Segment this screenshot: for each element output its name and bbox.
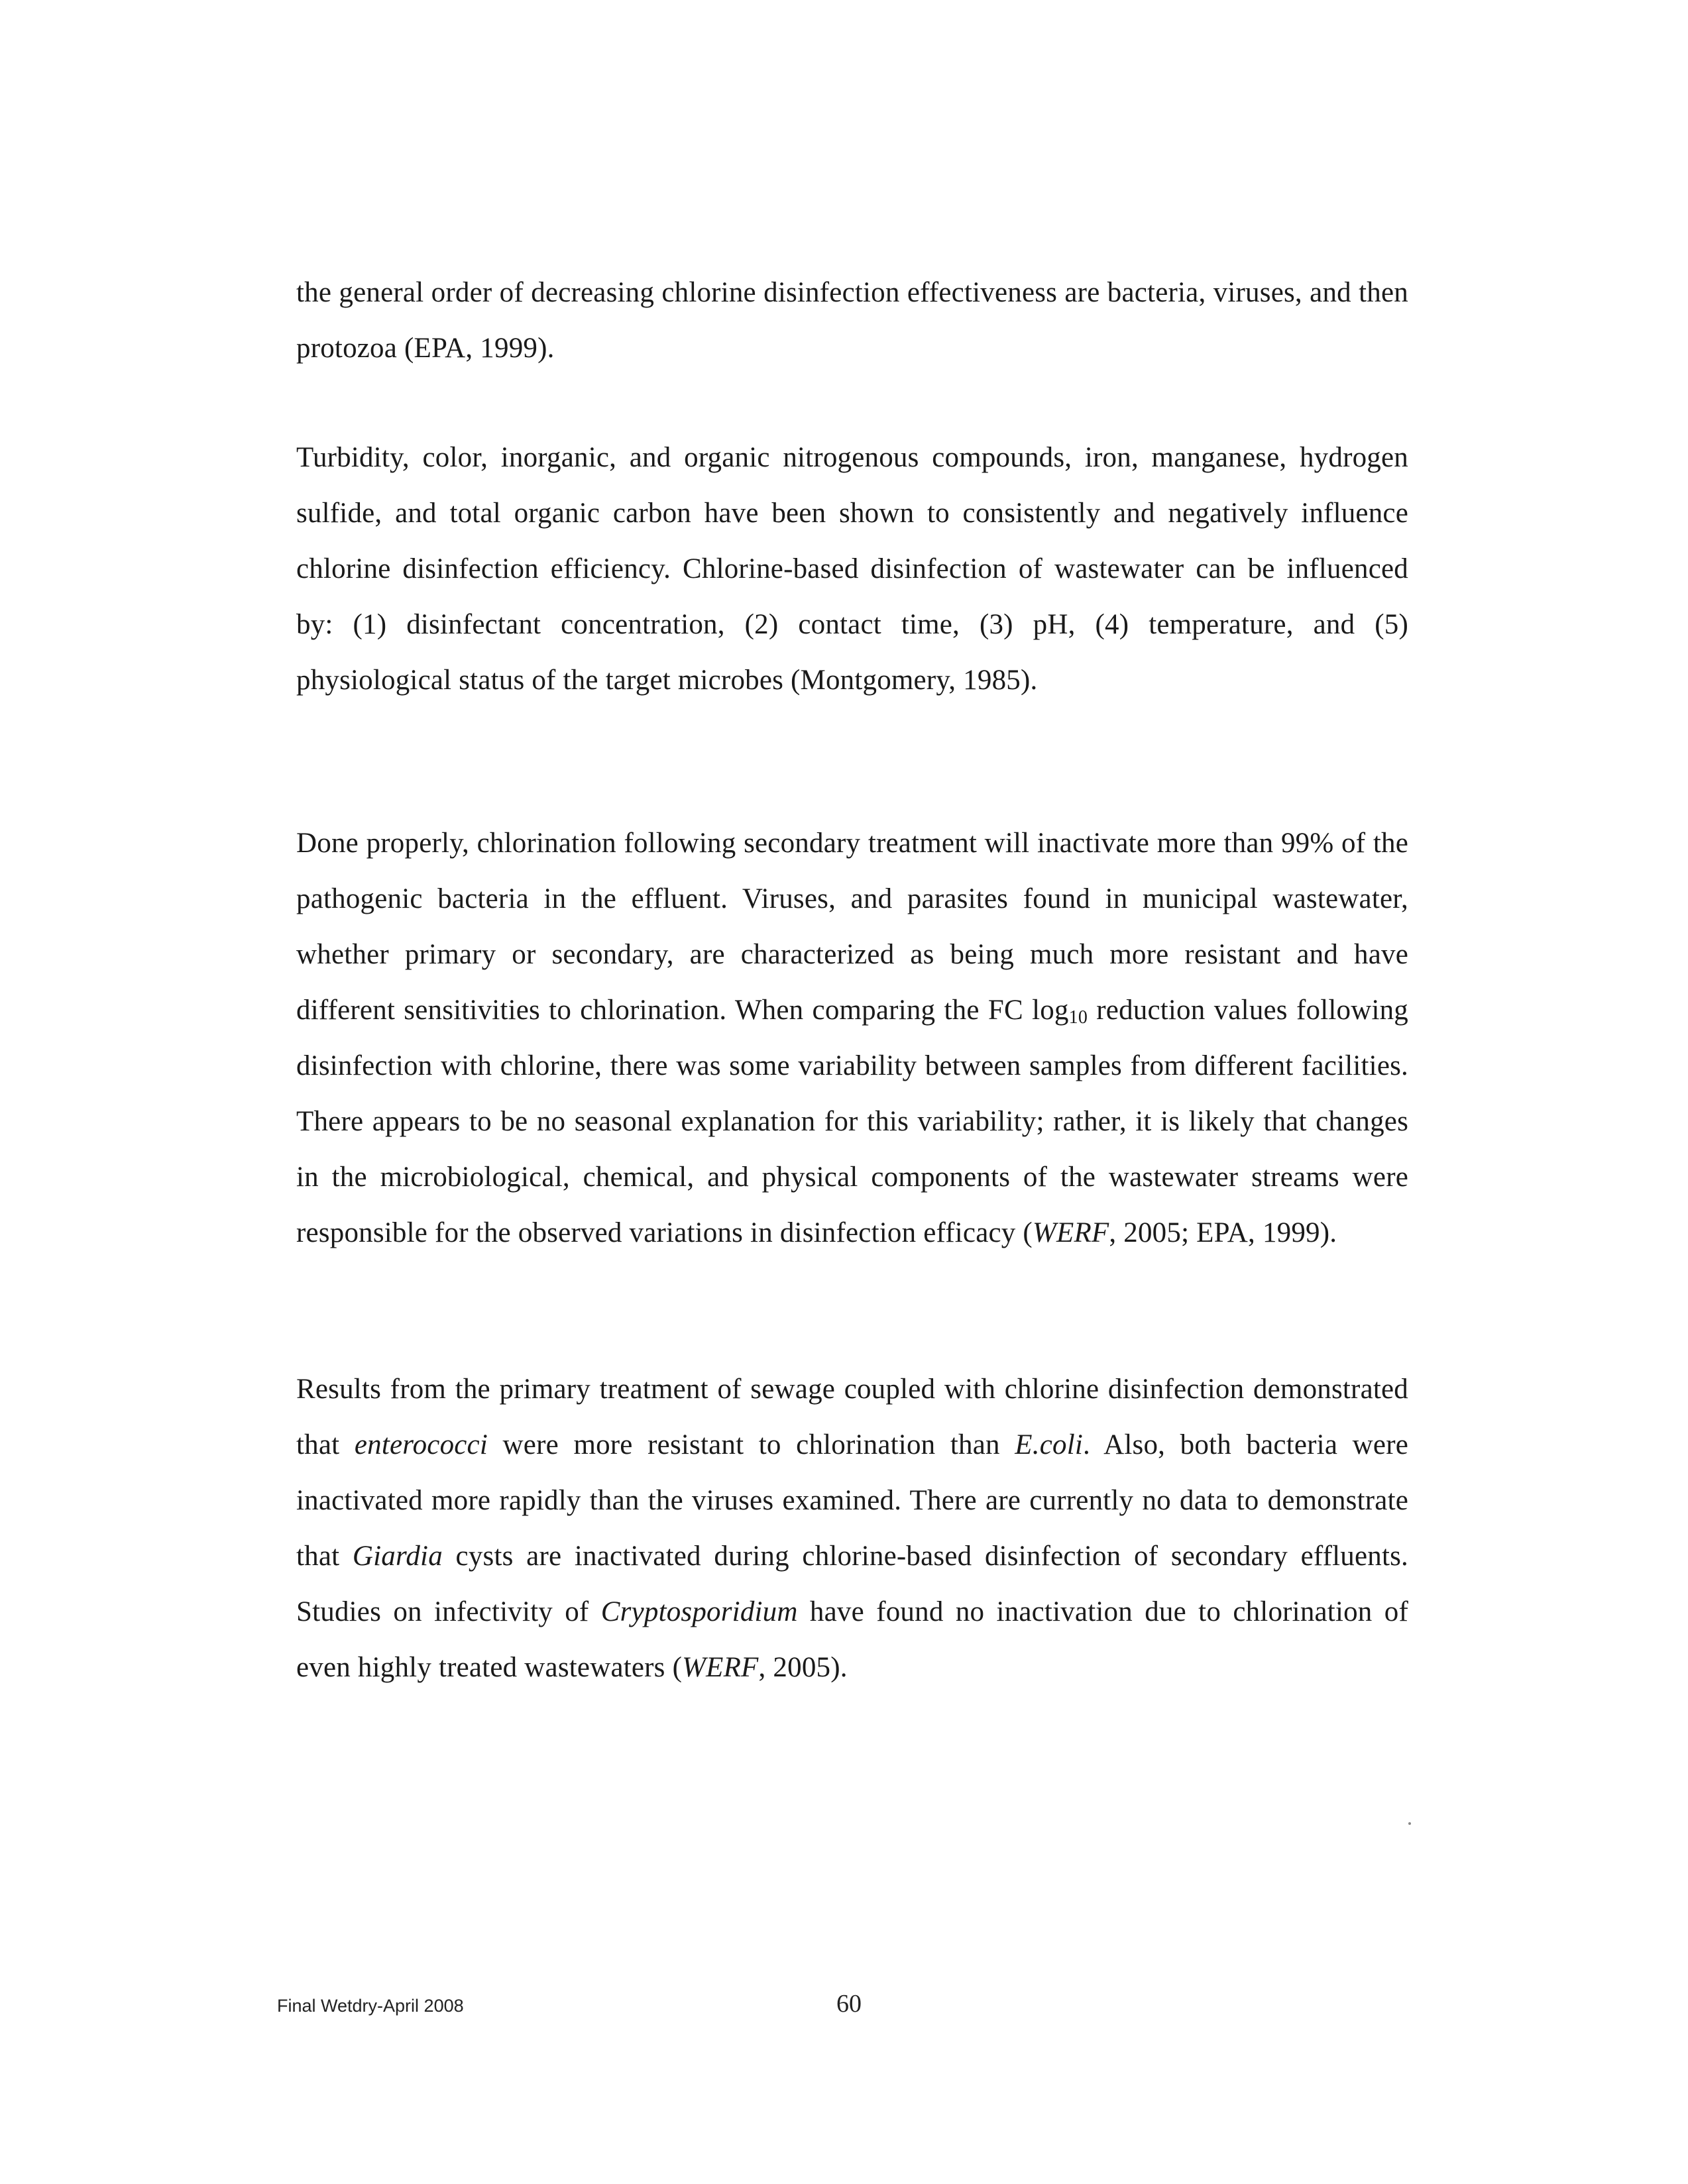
paragraph-text: [296, 265, 1408, 376]
text-run: Done properly, chlorination following secondary treatment will inactivate more than 99% of the pathogenic bacteria in the effluent. Viruses, and parasites found in municipal wastewater, whether primary or secondary, are characterized as being much more resistant and have different sensitivities to chlorination. When comparing the FC log: [296, 828, 1408, 1026]
scan-speck: [1408, 1822, 1411, 1825]
italic-term: WERF: [682, 1652, 759, 1683]
paragraph-4: [296, 1362, 1408, 1696]
text-run: , 2005).: [758, 1652, 848, 1683]
page-number: 60: [836, 1990, 862, 2018]
italic-term: Giardia: [352, 1541, 443, 1572]
text-run: have found no inactivation due to chlorination of even highly treated wastewaters (: [296, 1596, 1409, 1683]
italic-term: WERF: [1032, 1217, 1109, 1248]
text-run: Results from the primary treatment of sewage coupled with chlorine disinfection demonstrated that: [296, 1374, 1408, 1460]
paragraph-text: [296, 1362, 1408, 1696]
text-run: . Also, both bacteria were inactivated more rapidly than the viruses examined. There are currently no data to demonstrate that: [296, 1429, 1408, 1572]
text-run: the general order of decreasing chlorine disinfection effectiveness are bacteria, viruses, and then protozoa (EPA, 1999).: [296, 277, 1408, 364]
text-run: Turbidity, color, inorganic, and organic nitrogenous compounds, iron, manganese, hydrogen sulfide, and total organic carbon have been shown to consistently and negatively influence chlorine disinfection efficiency. Chlorine-based disinfection of wastewater can be influenced by: (1) disinfectant concentration, (2) contact time, (3) pH, (4) temperature, and (5) physiological status of the target microbes (Montgomery, 1985).: [296, 442, 1408, 696]
paragraph-2: [296, 430, 1408, 708]
italic-term: enterococci: [354, 1429, 488, 1460]
text-run: cysts are inactivated during chlorine-based disinfection of secondary effluents. Studies on infectivity of: [296, 1541, 1408, 1627]
footer-document-label: Final Wetdry-April 2008: [277, 1996, 464, 2016]
text-run: , 2005; EPA, 1999).: [1109, 1217, 1337, 1248]
paragraph-3: [296, 816, 1408, 1261]
paragraph-1: [296, 265, 1408, 376]
italic-term: E.coli: [1015, 1429, 1083, 1460]
text-run: reduction values following disinfection with chlorine, there was some variability between samples from different facilities. There appears to be no seasonal explanation for this variability; rather, it is likely that changes in the microbiological, chemical, and physical components of the wastewater streams were responsible for the observed variations in disinfection efficacy (: [296, 995, 1408, 1248]
subscript: 10: [1068, 1007, 1088, 1028]
paragraph-text: [296, 816, 1408, 1261]
paragraph-text: [296, 430, 1408, 708]
text-run: were more resistant to chlorination than: [488, 1429, 1015, 1460]
italic-term: Cryptosporidium: [600, 1596, 798, 1627]
